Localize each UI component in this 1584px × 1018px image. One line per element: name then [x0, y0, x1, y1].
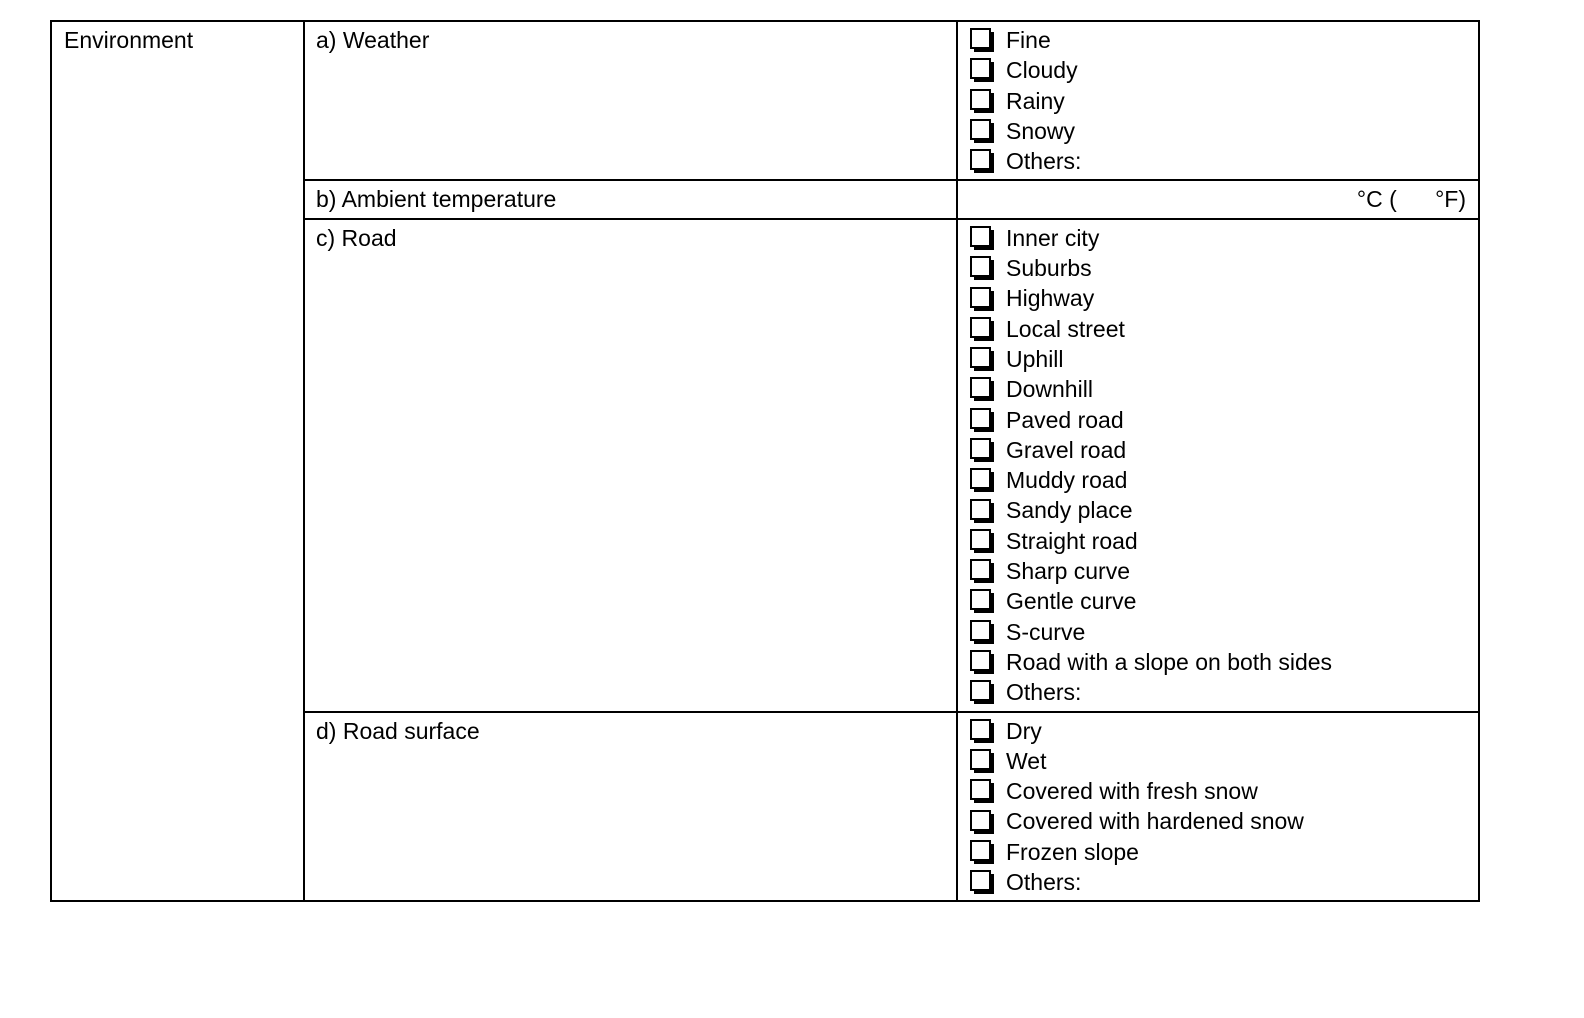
option-label: Muddy road	[1006, 467, 1128, 494]
checkbox[interactable]	[970, 620, 994, 644]
checkbox[interactable]	[970, 870, 994, 894]
option-road-slope-both-sides[interactable]	[970, 647, 1468, 677]
checkbox[interactable]	[970, 347, 994, 371]
option-label: Straight road	[1006, 527, 1138, 554]
checkbox[interactable]	[970, 529, 994, 553]
checkbox[interactable]	[970, 149, 994, 173]
option-road-suburbs[interactable]	[970, 253, 1468, 283]
option-weather-fine[interactable]	[970, 25, 1468, 55]
checkbox[interactable]	[970, 408, 994, 432]
option-surface-others[interactable]	[970, 867, 1468, 897]
option-label: Others:	[1006, 679, 1082, 706]
checkbox[interactable]	[970, 89, 994, 113]
checkbox[interactable]	[970, 226, 994, 250]
option-label: Highway	[1006, 285, 1095, 312]
option-label: Wet	[1006, 747, 1047, 774]
option-road-highway[interactable]	[970, 283, 1468, 313]
option-label: Sharp curve	[1006, 558, 1131, 585]
option-road-muddy-road[interactable]	[970, 465, 1468, 495]
option-label: Others:	[1006, 148, 1082, 175]
field-label-text: c) Road	[316, 224, 397, 251]
option-label: Covered with fresh snow	[1006, 778, 1258, 805]
checkbox[interactable]	[970, 810, 994, 834]
checkbox[interactable]	[970, 58, 994, 82]
checkbox[interactable]	[970, 559, 994, 583]
option-road-paved-road[interactable]	[970, 405, 1468, 435]
option-surface-hardened-snow[interactable]	[970, 806, 1468, 836]
option-label: Cloudy	[1006, 57, 1078, 84]
option-road-s-curve[interactable]	[970, 617, 1468, 647]
checkbox[interactable]	[970, 287, 994, 311]
options-weather	[957, 21, 1479, 180]
option-label: Frozen slope	[1006, 838, 1139, 865]
checkbox[interactable]	[970, 680, 994, 704]
checkbox[interactable]	[970, 256, 994, 280]
option-label: S-curve	[1006, 618, 1086, 645]
option-label: Paved road	[1006, 406, 1124, 433]
option-road-straight-road[interactable]	[970, 526, 1468, 556]
option-road-local-street[interactable]	[970, 314, 1468, 344]
checkbox[interactable]	[970, 377, 994, 401]
checkbox[interactable]	[970, 317, 994, 341]
option-label: Sandy place	[1006, 497, 1133, 524]
option-road-gentle-curve[interactable]	[970, 586, 1468, 616]
option-label: Local street	[1006, 315, 1125, 342]
options-road-surface	[957, 712, 1479, 902]
option-label: Downhill	[1006, 376, 1093, 403]
checkbox[interactable]	[970, 840, 994, 864]
temperature-units: °C ( °F)	[1356, 186, 1466, 213]
temperature-input-cell[interactable]	[957, 180, 1479, 218]
option-label: Snowy	[1006, 117, 1076, 144]
option-label: Suburbs	[1006, 255, 1092, 282]
option-label: Gentle curve	[1006, 588, 1137, 615]
option-label: Fine	[1006, 27, 1051, 53]
field-label-ambient-temperature	[304, 180, 957, 218]
option-list-road-surface	[970, 716, 1468, 898]
option-road-sharp-curve[interactable]	[970, 556, 1468, 586]
options-road	[957, 219, 1479, 712]
option-label: Dry	[1006, 717, 1042, 744]
field-label-text: d) Road surface	[316, 717, 480, 744]
field-label-weather	[304, 21, 957, 180]
section-label-environment	[51, 21, 304, 901]
option-surface-frozen-slope[interactable]	[970, 837, 1468, 867]
option-list-road	[970, 223, 1468, 708]
checkbox[interactable]	[970, 749, 994, 773]
field-label-text: b) Ambient temperature	[316, 186, 557, 213]
checkbox[interactable]	[970, 779, 994, 803]
option-road-downhill[interactable]	[970, 374, 1468, 404]
option-surface-dry[interactable]	[970, 716, 1468, 746]
section-label-text: Environment	[64, 27, 194, 53]
option-surface-wet[interactable]	[970, 746, 1468, 776]
option-weather-snowy[interactable]	[970, 116, 1468, 146]
checkbox[interactable]	[970, 28, 994, 52]
field-label-text: a) Weather	[316, 27, 430, 53]
option-weather-others[interactable]	[970, 146, 1468, 176]
checkbox[interactable]	[970, 468, 994, 492]
environment-form-table	[50, 20, 1480, 902]
weather-row	[51, 21, 1479, 180]
option-road-uphill[interactable]	[970, 344, 1468, 374]
option-road-sandy-place[interactable]	[970, 495, 1468, 525]
checkbox[interactable]	[970, 438, 994, 462]
option-label: Rainy	[1006, 87, 1065, 114]
option-road-gravel-road[interactable]	[970, 435, 1468, 465]
checkbox[interactable]	[970, 119, 994, 143]
option-road-inner-city[interactable]	[970, 223, 1468, 253]
field-label-road-surface	[304, 712, 957, 902]
option-road-others[interactable]	[970, 677, 1468, 707]
checkbox[interactable]	[970, 650, 994, 674]
option-weather-cloudy[interactable]	[970, 55, 1468, 85]
option-label: Gravel road	[1006, 436, 1127, 463]
option-list-weather	[970, 25, 1468, 176]
checkbox[interactable]	[970, 589, 994, 613]
option-label: Uphill	[1006, 345, 1064, 372]
option-label: Road with a slope on both sides	[1006, 648, 1333, 675]
checkbox[interactable]	[970, 499, 994, 523]
option-label: Others:	[1006, 869, 1082, 896]
option-label: Covered with hardened snow	[1006, 808, 1304, 835]
option-surface-fresh-snow[interactable]	[970, 776, 1468, 806]
field-label-road	[304, 219, 957, 712]
option-weather-rainy[interactable]	[970, 86, 1468, 116]
option-label: Inner city	[1006, 224, 1100, 251]
checkbox[interactable]	[970, 719, 994, 743]
